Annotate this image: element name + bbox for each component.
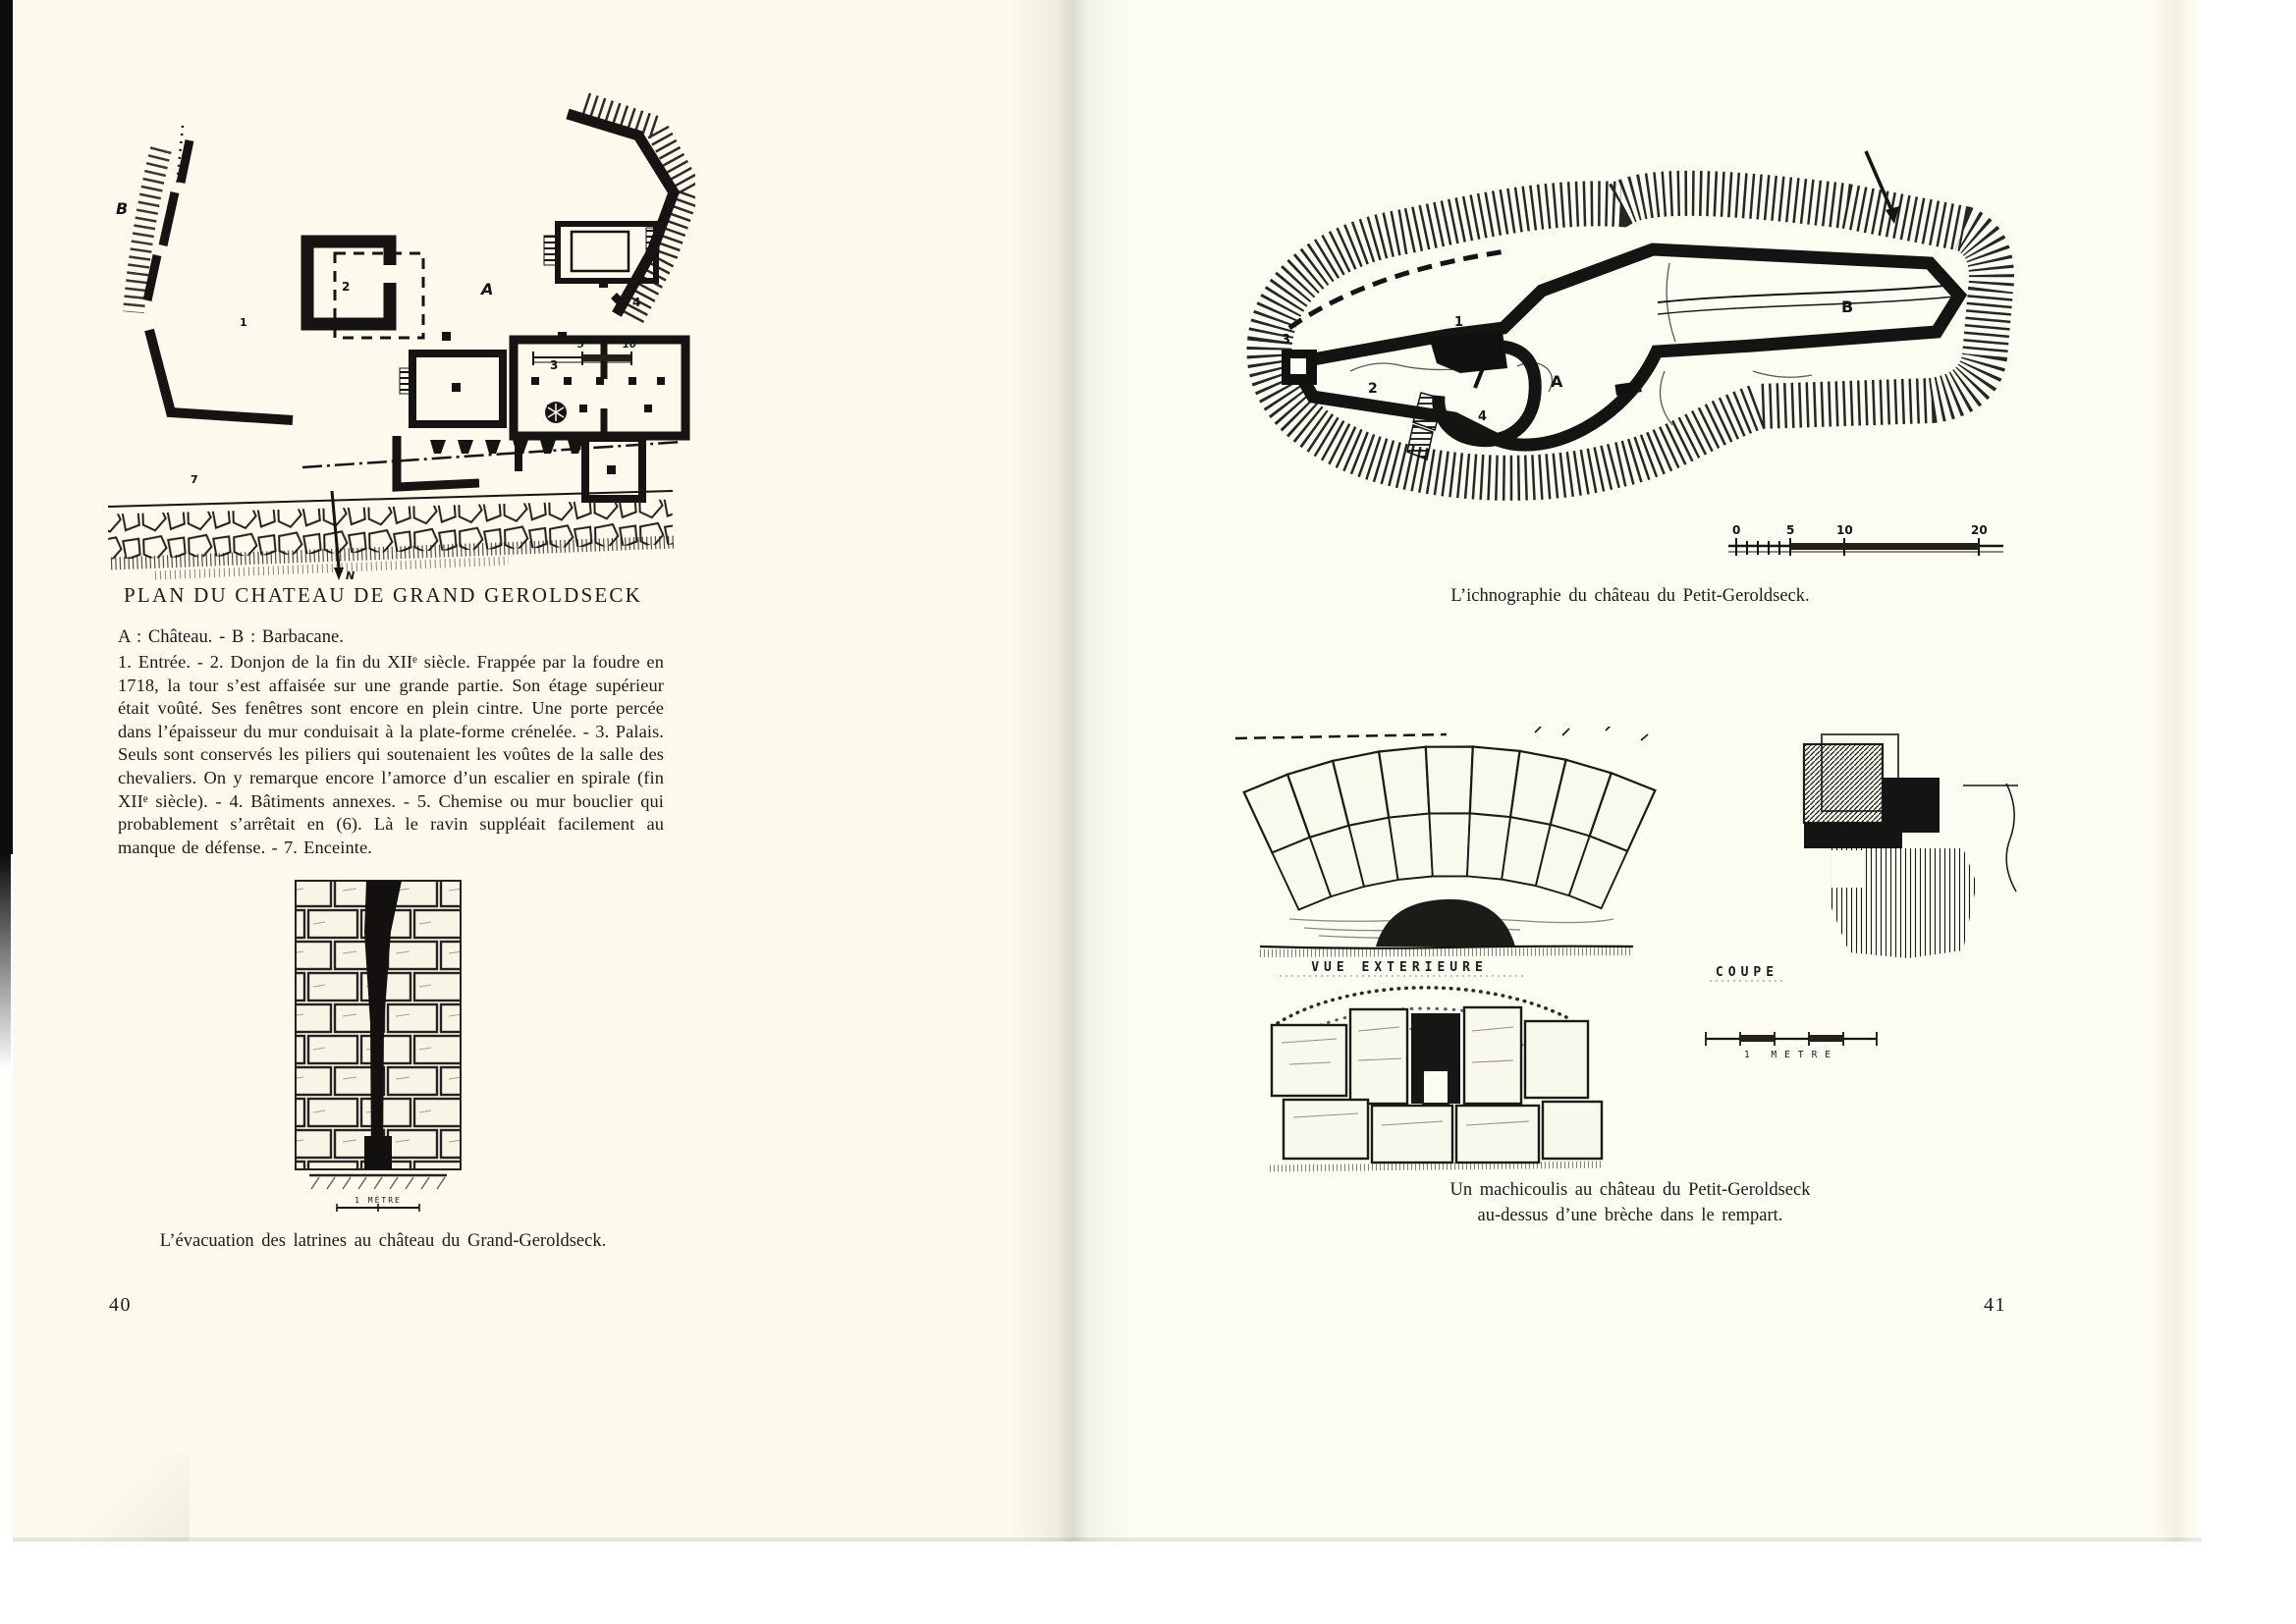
page-number-left: 40: [109, 1294, 132, 1316]
book-gutter-shadow: [1010, 0, 1131, 1542]
plan-label-1: 1: [240, 316, 247, 329]
petit-geroldseck-plan-figure: [1203, 135, 2048, 577]
left-page: [13, 0, 1066, 1542]
machicoulis-caption-line2: au-dessus d’une brèche dans le rempart.: [1477, 1206, 1783, 1225]
scan-edge-fade: [0, 854, 11, 1070]
plan-label-2: 2: [1368, 381, 1378, 397]
machicoulis-exterior-view: [1235, 727, 1655, 976]
plan-scale-bar: [1728, 523, 2003, 556]
plan-scale-5: 5: [1786, 523, 1795, 537]
latrine-scale-label: 1 MÈTRE: [355, 1196, 402, 1205]
plan-legend: A : Château. - B : Barbacane.: [118, 626, 344, 647]
plan-label-B: B: [116, 199, 129, 218]
plan-label-A: A: [481, 280, 494, 298]
section-label: COUPE: [1715, 965, 1779, 980]
plan-southwest-wall: [149, 330, 293, 486]
latrine-scale-bar: [337, 1194, 419, 1212]
plan-crenellations: [430, 440, 583, 454]
plan-road: [1658, 285, 1955, 314]
plan-label-4: 4: [1478, 409, 1488, 424]
right-page: [1066, 0, 2202, 1542]
plan-label-4: 4: [632, 296, 641, 309]
machicoulis-figure: [1221, 727, 2046, 1176]
plan-label-1: 1: [1454, 315, 1464, 330]
latrine-ground: [309, 1175, 447, 1189]
plan-donjon: [307, 242, 423, 338]
page-right-edge: [2156, 0, 2202, 1542]
scan-edge-strip: [0, 0, 13, 854]
machicoulis-caption-line1: Un machicoulis au château du Petit-Geroldseck: [1449, 1180, 1811, 1200]
page-curl-shadow: [13, 1453, 190, 1542]
plan-label-7: 7: [191, 473, 198, 486]
section-scale-label: 1 METRE: [1743, 1050, 1839, 1060]
section-scale-bar: [1706, 1032, 1877, 1060]
latrine-brick-wall: [296, 881, 461, 1169]
machicoulis-interior-view: [1270, 988, 1604, 1168]
page-number-right: 41: [1984, 1294, 2006, 1316]
plan-palace-block: [397, 293, 685, 499]
plan-west-tower: [1282, 333, 1317, 385]
plan-label-A: A: [1551, 372, 1563, 391]
plan-label-B: B: [1841, 298, 1854, 316]
plan-gate-block: [1614, 381, 1641, 396]
machicoulis-breach: [1376, 899, 1515, 947]
plan-description: 1. Entrée. - 2. Donjon de la fin du XIIᵉ siècle. Frappée par la foudre en 1718, la tour s’est affaisée sur une grande partie. Son étage supérieur était voûté. Ses fenêtres sont encore en plein cintre. Une porte percée dans l’épaisseur du mur conduisait à la plate-forme crénelée. - 3. Palais. Seuls sont conservés les piliers qui soutenaient les voûtes de la salle des chevaliers. On y remarque encore l’amorce d’un escalier en spirale (fin XIIᵉ siècle). - 4. Bâtiments annexes. - 5. Chemise ou mur bouclier qui probablement s’arrêtait en (6). Là le ravin suppléait facilement au manque de défense. - 7. Enceinte.: [118, 652, 664, 857]
plan-label-3: 3: [550, 358, 559, 372]
plan-label-3: 3: [1282, 333, 1291, 348]
machicoulis-section-view: [1706, 734, 2018, 1060]
latrine-caption: L’évacuation des latrines au château du Grand-Geroldseck.: [159, 1231, 607, 1251]
latrine-figure: [280, 877, 476, 1225]
plan-scale-10: 10: [623, 340, 636, 351]
plan-label-2: 2: [342, 280, 351, 294]
plan-east-wall: [568, 104, 689, 322]
plan-barbacane-wall: [116, 126, 247, 329]
plan-label-north: N: [346, 569, 355, 582]
plan-scale-0: 0: [1732, 523, 1741, 537]
page-bottom-edge: [13, 1538, 2202, 1542]
plan-scale-5: 5: [577, 340, 584, 351]
plan-rubble-band: [108, 491, 676, 575]
ichnography-caption: L’ichnographie du château du Petit-Geroldseck.: [1450, 586, 1810, 606]
grand-geroldseck-plan-figure: [96, 86, 695, 582]
plan-northeast-building: [544, 224, 659, 288]
plan-title: PLAN DU CHATEAU DE GRAND GEROLDSECK: [124, 583, 642, 607]
plan-scale-10: 10: [1836, 523, 1853, 537]
exterior-view-label: VUE EXTERIEURE: [1311, 960, 1488, 975]
plan-scale-20: 20: [1971, 523, 1988, 537]
